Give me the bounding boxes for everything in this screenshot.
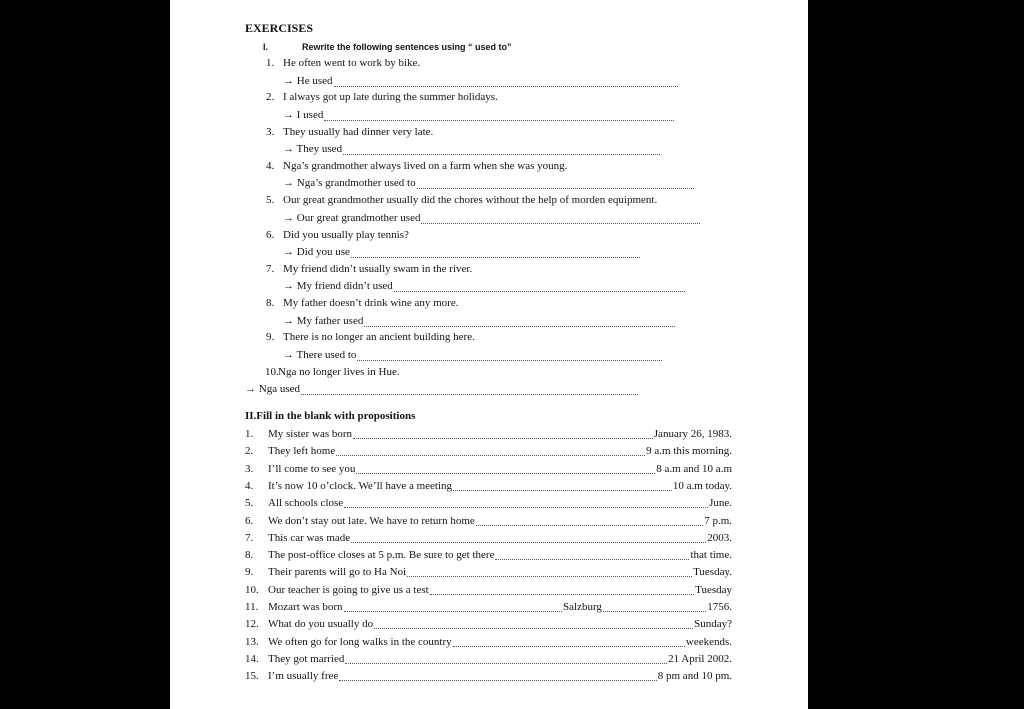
blank-number: 1. bbox=[245, 428, 254, 440]
answer-blank-line[interactable] bbox=[324, 120, 674, 121]
exercise-sentence: My friend didn’t usually swam in the river. bbox=[283, 262, 473, 275]
exercise-sentence: Our great grandmother usually did the chores without the help of morden equipment. bbox=[283, 194, 658, 207]
fill-blank-line[interactable] bbox=[476, 525, 703, 526]
exercises-heading: EXERCISES bbox=[245, 21, 314, 35]
blank-ending: January 26, 1983. bbox=[653, 428, 732, 440]
answer-blank-line[interactable] bbox=[364, 326, 675, 327]
exercise-number: 4. bbox=[266, 159, 275, 172]
fill-blank-line[interactable] bbox=[453, 490, 672, 491]
answer-prompt: → Nga’s grandmother used to bbox=[283, 177, 416, 190]
blank-ending: 10 a.m today. bbox=[672, 479, 732, 492]
blank-sentence: It’s now 10 o’clock. We’ll have a meeting bbox=[268, 479, 453, 492]
blank-number: 5. bbox=[245, 497, 254, 510]
fill-blank-line[interactable] bbox=[407, 576, 692, 577]
blank-number: 7. bbox=[245, 531, 254, 544]
exercise-sentence: Nga’s grandmother always lived on a farm when she was young. bbox=[283, 159, 568, 172]
blank-sentence: All schools close bbox=[268, 497, 344, 510]
blank-ending: 7 p.m. bbox=[704, 514, 732, 527]
exercise-number: 1. bbox=[266, 57, 275, 69]
document-page bbox=[170, 0, 808, 709]
blank-number: 13. bbox=[245, 635, 259, 648]
answer-prompt: → My friend didn’t used bbox=[283, 280, 393, 293]
blank-ending: June. bbox=[709, 497, 732, 510]
fill-blank-line[interactable] bbox=[344, 611, 706, 612]
blank-number: 3. bbox=[245, 462, 254, 475]
exercise-number: 8. bbox=[266, 297, 275, 310]
answer-prompt: → Our great grandmother used bbox=[283, 211, 421, 224]
exercise-number: 5. bbox=[266, 194, 275, 207]
answer-blank-line[interactable] bbox=[334, 86, 678, 87]
blank-ending: 8 a.m and 10 a.m bbox=[656, 462, 732, 475]
answer-prompt: → There used to bbox=[283, 348, 357, 361]
blank-number: 15. bbox=[245, 670, 259, 683]
answer-prompt: → Nga used bbox=[245, 383, 300, 396]
answer-prompt: → My father used bbox=[283, 314, 364, 327]
blank-sentence: My sister was born bbox=[268, 428, 353, 440]
blank-sentence: They got married bbox=[268, 652, 345, 665]
section-1-instruction: Rewrite the following sentences using “ used to” bbox=[302, 42, 512, 52]
fill-blank-line[interactable] bbox=[344, 507, 708, 508]
answer-prompt: → Did you use bbox=[283, 246, 350, 258]
fill-blank-line[interactable] bbox=[356, 473, 655, 474]
exercise-sentence: He often went to work by bike. bbox=[283, 57, 421, 69]
blank-sentence: We often go for long walks in the country bbox=[268, 635, 452, 648]
blank-ending: 8 pm and 10 pm. bbox=[657, 670, 732, 683]
blank-ending: weekends. bbox=[685, 635, 732, 648]
blank-ending: Sunday? bbox=[694, 618, 732, 631]
fill-blank-line[interactable] bbox=[353, 438, 653, 439]
fill-blank-line[interactable] bbox=[351, 542, 706, 543]
section-1-number: I. bbox=[263, 42, 269, 52]
blank-ending: 21 April 2002. bbox=[668, 652, 732, 665]
blank-sentence: I’m usually free bbox=[268, 670, 339, 683]
blank-ending: 9 a.m this morning. bbox=[646, 445, 732, 458]
exercise-number: 2. bbox=[266, 91, 275, 104]
answer-blank-line[interactable] bbox=[351, 257, 640, 258]
blank-sentence: Their parents will go to Ha Noi bbox=[268, 566, 407, 579]
blank-sentence: They left home bbox=[268, 445, 336, 458]
answer-blank-line[interactable] bbox=[417, 188, 694, 189]
blank-ending: 1756. bbox=[707, 601, 732, 613]
blank-ending: Tuesday. bbox=[693, 566, 732, 579]
blank-ending: Tuesday bbox=[695, 583, 732, 596]
exercise-sentence: There is no longer an ancient building here. bbox=[283, 331, 475, 344]
fill-blank-line[interactable] bbox=[374, 628, 693, 629]
blank-sentence: This car was made bbox=[268, 531, 351, 544]
blank-number: 4. bbox=[245, 479, 254, 492]
blank-middle-word: Salzburg bbox=[563, 601, 602, 613]
fill-blank-line[interactable] bbox=[495, 559, 689, 560]
blank-sentence: We don’t stay out late. We have to return home bbox=[268, 514, 475, 527]
blank-number: 14. bbox=[245, 652, 259, 665]
blank-number: 2. bbox=[245, 445, 254, 458]
blank-sentence: I’ll come to see you bbox=[268, 462, 356, 475]
exercise-number: 6. bbox=[266, 228, 275, 241]
fill-blank-line[interactable] bbox=[430, 594, 694, 595]
fill-blank-line[interactable] bbox=[345, 663, 667, 664]
blank-number: 12. bbox=[245, 618, 259, 631]
exercise-sentence: My father doesn’t drink wine any more. bbox=[283, 297, 459, 310]
exercise-number: 7. bbox=[266, 262, 275, 275]
blank-number: 10. bbox=[245, 583, 259, 596]
exercise-sentence: I always got up late during the summer holidays. bbox=[283, 91, 498, 104]
exercise-number: 9. bbox=[266, 331, 275, 344]
exercise-sentence: They usually had dinner very late. bbox=[283, 125, 434, 138]
answer-blank-line[interactable] bbox=[421, 223, 700, 224]
answer-prompt: → He used bbox=[283, 74, 333, 87]
answer-prompt: → I used bbox=[283, 108, 324, 121]
answer-blank-line[interactable] bbox=[394, 291, 685, 292]
blank-sentence: Mozart was born bbox=[268, 601, 343, 613]
answer-blank-line[interactable] bbox=[343, 154, 660, 155]
answer-prompt: → They used bbox=[283, 143, 343, 156]
fill-blank-line[interactable] bbox=[339, 680, 657, 681]
fill-blank-line[interactable] bbox=[453, 646, 685, 647]
blank-number: 9. bbox=[245, 566, 254, 579]
blank-sentence: Our teacher is going to give us a test bbox=[268, 583, 429, 596]
blank-sentence: What do you usually do bbox=[268, 618, 374, 631]
fill-blank-line[interactable] bbox=[336, 455, 645, 456]
section-2-title: II.Fill in the blank with propositions bbox=[245, 410, 416, 422]
exercise-sentence: Nga no longer lives in Hue. bbox=[278, 365, 400, 378]
blank-ending: 2003. bbox=[707, 531, 732, 544]
answer-blank-line[interactable] bbox=[301, 394, 638, 395]
exercise-sentence: Did you usually play tennis? bbox=[283, 228, 409, 241]
blank-ending: that time. bbox=[690, 549, 732, 562]
blank-number: 6. bbox=[245, 514, 254, 527]
answer-blank-line[interactable] bbox=[357, 360, 662, 361]
blank-number: 8. bbox=[245, 549, 254, 562]
exercise-number: 10. bbox=[265, 365, 279, 378]
blank-sentence: The post-office closes at 5 p.m. Be sure to get there bbox=[268, 549, 495, 562]
exercise-number: 3. bbox=[266, 125, 275, 138]
blank-number: 11. bbox=[245, 601, 259, 613]
